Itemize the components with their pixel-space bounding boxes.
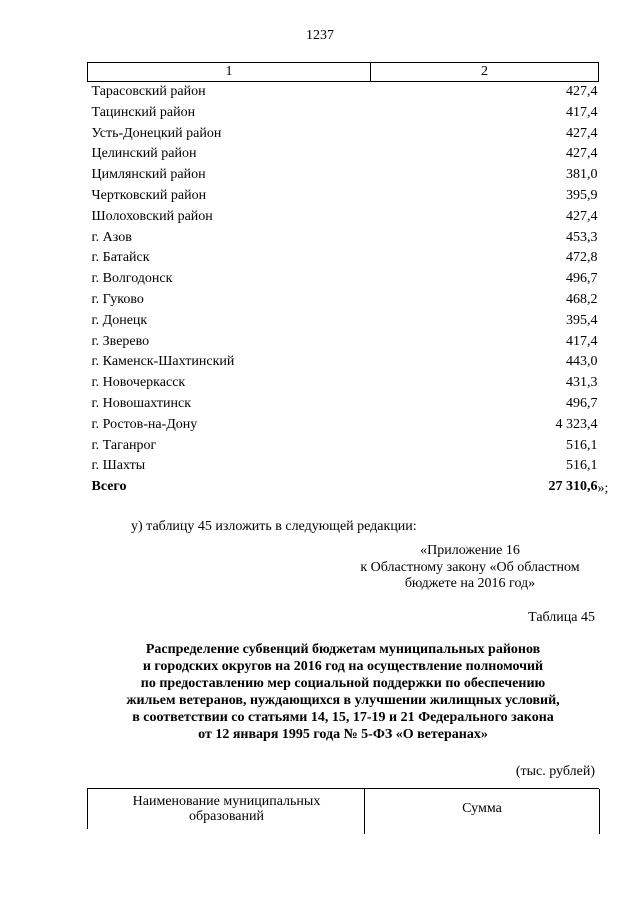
municipality-name: Тарасовский район — [91, 84, 206, 99]
total-value: 27 310,6 — [548, 479, 598, 495]
amount-value: 417,4 — [566, 104, 598, 120]
municipality-name: Усть-Донецкий район — [91, 125, 222, 141]
table-body — [88, 82, 609, 498]
amount-value: 431,3 — [566, 375, 598, 391]
municipality-name: г. Зверево — [91, 333, 150, 349]
amount-value: 427,4 — [566, 84, 598, 99]
table-header-row — [88, 63, 599, 82]
municipality-name: Тацинский район — [91, 104, 196, 120]
amount-value: 496,7 — [566, 395, 598, 411]
table-row — [88, 269, 599, 290]
heading-line: и городских округов на 2016 год на осуществление полномочий — [142, 659, 544, 674]
amount-value: 381,0 — [566, 167, 598, 183]
table-row — [88, 373, 599, 394]
table-row — [88, 165, 599, 186]
appendix-line: бюджете на 2016 год» — [404, 576, 536, 591]
amount-value: 496,7 — [566, 271, 598, 287]
amount-value: 516,1 — [566, 458, 598, 474]
municipality-name: Чертковский район — [91, 187, 207, 203]
heading-line: в соответствии со статьями 14, 15, 17-19 и 21 Федерального закона — [132, 710, 554, 725]
table-row — [88, 415, 599, 436]
subvention-table-previous — [87, 62, 609, 498]
closing-quote: »; — [597, 481, 609, 497]
page-number: 1237 — [306, 28, 334, 43]
municipality-name: Цимлянский район — [91, 167, 206, 183]
table-row — [88, 228, 599, 249]
table-row — [88, 248, 599, 269]
subvention-table-new-header — [87, 788, 599, 824]
amount-value: 443,0 — [566, 354, 598, 370]
table-row — [88, 82, 599, 103]
table-row — [88, 103, 599, 124]
appendix-line: «Приложение 16 — [420, 543, 520, 558]
amount-value: 427,4 — [566, 208, 598, 224]
table-row — [88, 124, 599, 145]
municipality-name: г. Азов — [91, 229, 132, 245]
amount-value: 395,4 — [566, 312, 598, 328]
municipality-name: Целинский район — [91, 146, 197, 162]
amendment-instruction: у) таблицу 45 изложить в следующей редакции: — [131, 519, 417, 534]
municipality-name: г. Таганрог — [91, 437, 157, 453]
table-row — [88, 352, 599, 373]
column-header-line: образований — [189, 809, 264, 824]
amount-value: 472,8 — [566, 250, 598, 266]
column-header-sum: Сумма — [364, 789, 600, 834]
amount-value: 395,9 — [566, 187, 598, 203]
column-header-2: 2 — [371, 63, 599, 82]
municipality-name: г. Каменск-Шахтинский — [91, 354, 235, 370]
amount-value: 417,4 — [566, 333, 598, 349]
table-row — [88, 311, 599, 332]
municipality-name: г. Батайск — [91, 250, 150, 266]
table-row — [88, 332, 599, 353]
municipality-name: г. Гуково — [91, 291, 144, 307]
appendix-reference — [340, 543, 600, 593]
municipality-name: г. Новошахтинск — [91, 395, 192, 411]
municipality-name: г. Новочеркасск — [91, 375, 186, 391]
heading-line: от 12 января 1995 года № 5-ФЗ «О ветеранах» — [198, 727, 488, 742]
amount-value: 468,2 — [566, 291, 598, 307]
total-row — [88, 477, 599, 498]
amount-value: 453,3 — [566, 229, 598, 245]
heading-line: Распределение субвенций бюджетам муниципальных районов — [145, 642, 541, 657]
column-header-1: 1 — [88, 63, 371, 82]
municipality-name: г. Шахты — [91, 458, 146, 474]
column-header-municipality — [87, 789, 365, 829]
table-row — [88, 456, 599, 477]
total-label: Всего — [91, 479, 127, 495]
units-label: (тыс. рублей) — [515, 764, 595, 779]
table-number: Таблица 45 — [528, 610, 595, 625]
appendix-line: к Областному закону «Об областном — [360, 559, 580, 575]
heading-line: жильем ветеранов, нуждающихся в улучшении жилищных условий, — [126, 693, 560, 708]
table-heading — [87, 641, 599, 743]
municipality-name: Шолоховский район — [91, 208, 213, 224]
table-row — [88, 207, 599, 228]
heading-line: по предоставлению мер социальной поддержки по обеспечению — [140, 676, 546, 691]
amount-value: 427,4 — [566, 125, 598, 141]
municipality-name: г. Донецк — [91, 312, 148, 328]
table-row — [88, 436, 599, 457]
table-row — [88, 394, 599, 415]
table-row — [88, 144, 599, 165]
column-header-line: Наименование муниципальных — [132, 794, 321, 809]
total-cell — [371, 477, 609, 498]
municipality-name: г. Волгодонск — [91, 271, 173, 287]
municipality-name: г. Ростов-на-Дону — [91, 416, 198, 432]
table-row — [88, 186, 599, 207]
amount-value: 4 323,4 — [555, 416, 598, 432]
amount-value: 516,1 — [566, 437, 598, 453]
amount-value: 427,4 — [566, 146, 598, 162]
table-row — [88, 290, 599, 311]
